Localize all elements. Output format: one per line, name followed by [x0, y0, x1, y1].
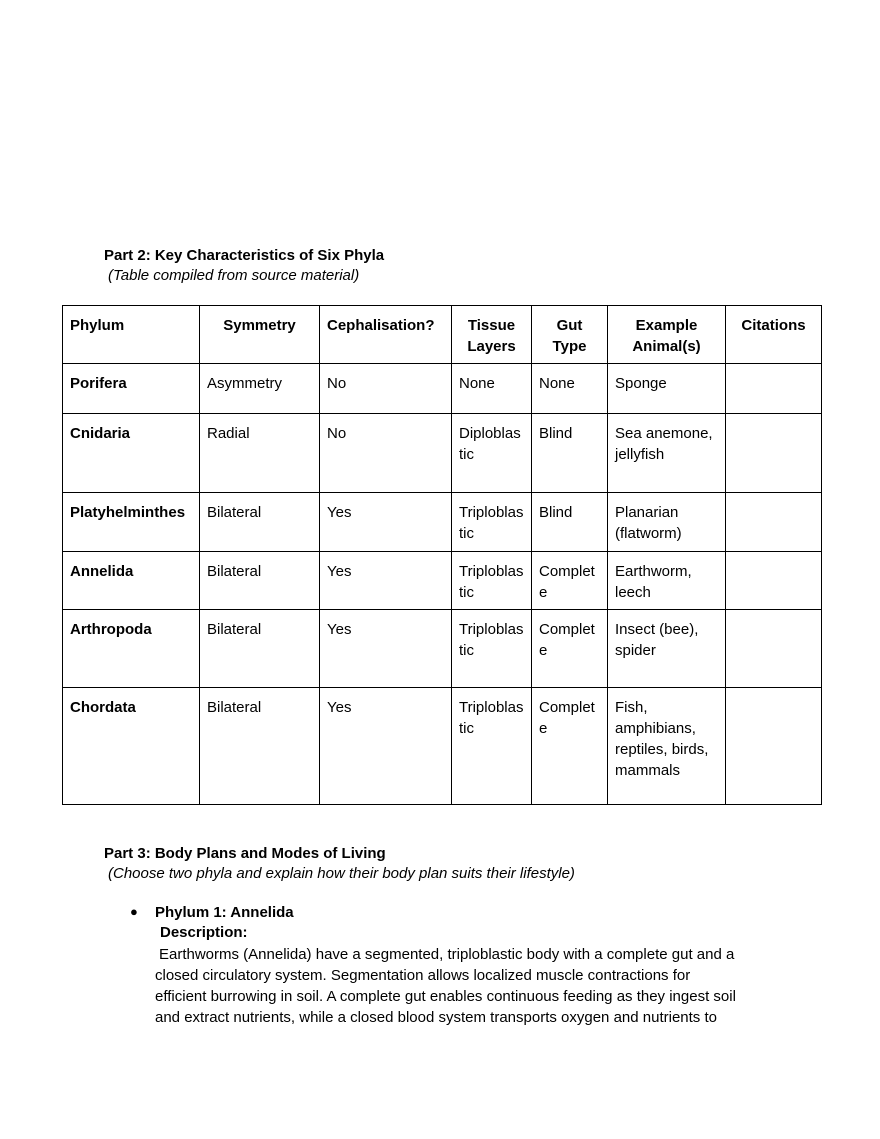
table-row [63, 688, 822, 805]
table-row [63, 552, 822, 610]
cell-cephalisation: Yes [320, 493, 452, 552]
cell-citations [726, 552, 822, 610]
cell-citations [726, 493, 822, 552]
part2-subtitle: (Table compiled from source material) [108, 267, 360, 284]
cell-symmetry: Radial [200, 414, 320, 493]
cell-phylum: Cnidaria [63, 414, 200, 493]
header-phylum: Phylum [63, 306, 200, 364]
cell-example: Planarian (flatworm) [608, 493, 726, 552]
table-header-row [63, 306, 822, 364]
phylum-1-title: Phylum 1: Annelida [155, 904, 294, 921]
header-symmetry: Symmetry [200, 306, 320, 364]
cell-example: Fish, amphibians, reptiles, birds, mammals [608, 688, 726, 805]
header-gut-type: Gut Type [532, 306, 608, 364]
cell-tissue-layers: Triploblastic [452, 552, 532, 610]
phyla-table [62, 305, 822, 805]
cell-symmetry: Bilateral [200, 493, 320, 552]
cell-citations [726, 364, 822, 414]
cell-gut-type: None [532, 364, 608, 414]
cell-phylum: Platyhelminthes [63, 493, 200, 552]
cell-symmetry: Bilateral [200, 610, 320, 688]
part2-title: Part 2: Key Characteristics of Six Phyla [104, 247, 385, 264]
table-row [63, 493, 822, 552]
description-label: Description: [160, 924, 248, 941]
header-example-animals: Example Animal(s) [608, 306, 726, 364]
cell-cephalisation: No [320, 364, 452, 414]
cell-example: Sea anemone, jellyfish [608, 414, 726, 493]
cell-citations [726, 610, 822, 688]
cell-example: Earthworm, leech [608, 552, 726, 610]
cell-phylum: Annelida [63, 552, 200, 610]
cell-citations [726, 414, 822, 493]
cell-example: Insect (bee), spider [608, 610, 726, 688]
cell-tissue-layers: Diploblastic [452, 414, 532, 493]
header-tissue-layers: Tissue Layers [452, 306, 532, 364]
cell-symmetry: Bilateral [200, 688, 320, 805]
cell-cephalisation: No [320, 414, 452, 493]
table-row [63, 610, 822, 688]
description-paragraph [155, 944, 736, 1028]
cell-tissue-layers: Triploblastic [452, 493, 532, 552]
header-cephalisation: Cephalisation? [320, 306, 452, 364]
description-line: Earthworms (Annelida) have a segmented, triploblastic body with a complete gut and a [159, 946, 735, 963]
cell-gut-type: Blind [532, 414, 608, 493]
description-line: and extract nutrients, while a closed blood system transports oxygen and nutrients to [155, 1009, 717, 1026]
table-row [63, 414, 822, 493]
cell-cephalisation: Yes [320, 688, 452, 805]
cell-tissue-layers: Triploblastic [452, 688, 532, 805]
part3-title: Part 3: Body Plans and Modes of Living [104, 845, 386, 862]
bullet-icon: ● [130, 904, 138, 919]
cell-tissue-layers: Triploblastic [452, 610, 532, 688]
cell-phylum: Porifera [63, 364, 200, 414]
cell-example: Sponge [608, 364, 726, 414]
description-line: efficient burrowing in soil. A complete gut enables continuous feeding as they ingest soil [155, 988, 736, 1005]
cell-phylum: Chordata [63, 688, 200, 805]
cell-phylum: Arthropoda [63, 610, 200, 688]
header-citations: Citations [726, 306, 822, 364]
part3-subtitle: (Choose two phyla and explain how their body plan suits their lifestyle) [108, 865, 575, 882]
cell-gut-type: Complete [532, 552, 608, 610]
cell-symmetry: Bilateral [200, 552, 320, 610]
cell-gut-type: Complete [532, 688, 608, 805]
table-row [63, 364, 822, 414]
description-line: closed circulatory system. Segmentation allows localized muscle contractions for [155, 967, 691, 984]
cell-tissue-layers: None [452, 364, 532, 414]
cell-citations [726, 688, 822, 805]
cell-cephalisation: Yes [320, 610, 452, 688]
cell-gut-type: Blind [532, 493, 608, 552]
cell-gut-type: Complete [532, 610, 608, 688]
cell-symmetry: Asymmetry [200, 364, 320, 414]
cell-cephalisation: Yes [320, 552, 452, 610]
